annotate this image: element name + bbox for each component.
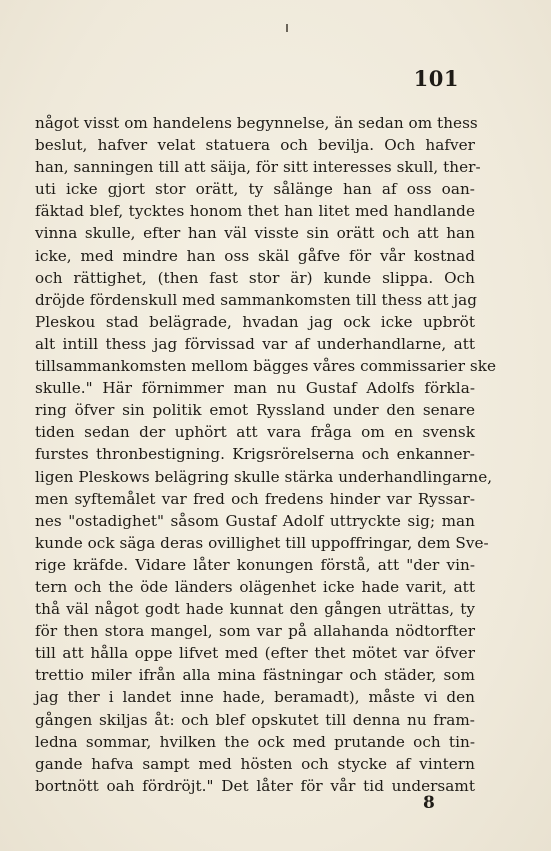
text-line: nes "ostadighet" såsom Gustaf Adolf uttryckte sig; man <box>35 511 475 530</box>
text-line: furstes thronbestigning. Krigsrörelserna och enkanner- <box>35 445 475 464</box>
text-line: bortnött oah fördröjt." Det låter för vår tid undersamt <box>35 776 475 795</box>
text-line: gången skiljas åt: och blef opskutet till denna nu fram- <box>35 710 475 729</box>
text-line: dröjde fördenskull med sammankomsten till thess att jag <box>35 290 477 309</box>
body-text <box>35 112 497 797</box>
text-line: tillsammankomsten mellom bägges våres commissarier ske <box>35 357 497 376</box>
text-line: och rättighet, (then fast stor är) kunde slippa. Och <box>35 268 475 287</box>
text-line: ligen Pleskows belägring skulle stärka underhandlingarne, <box>35 467 493 486</box>
text-line: alt intill thess jag förvissad var af underhandlarne, att <box>35 334 475 353</box>
text-line: något visst om handelens begynnelse, än sedan om thess <box>35 114 478 132</box>
signature-mark: 8 <box>423 793 435 813</box>
margin-mark <box>286 24 288 32</box>
text-line: rige kräfde. Vidare låter konungen förstå, att "der vin- <box>35 555 475 574</box>
text-line: kunde ock säga deras ovillighet till uppoffringar, dem Sve- <box>35 533 489 552</box>
text-line: tiden sedan der uphört att vara fråga om en svensk <box>35 423 475 442</box>
text-line: gande hafva sampt med hösten och stycke af vintern <box>35 754 475 773</box>
text-line: tern och the öde länders olägenhet icke hade varit, att <box>35 577 475 596</box>
text-line: skulle." Här förnimmer man nu Gustaf Adolfs förkla- <box>35 379 475 398</box>
text-line: vinna skulle, efter han väl visste sin orätt och att han <box>35 224 475 243</box>
text-line: jag ther i landet inne hade, beramadt), måste vi den <box>35 688 475 707</box>
text-line: trettio miler ifrån alla mina fästningar och städer, som <box>35 666 475 685</box>
text-line: beslut, hafver velat statuera och bevilja. Och hafver <box>35 136 475 155</box>
text-line: till att hålla oppe lifvet med (efter thet mötet var öfver <box>35 644 475 663</box>
text-line: ring öfver sin politik emot Ryssland under den senare <box>35 401 475 420</box>
text-line: fäktad blef, tycktes honom thet han litet med handlande <box>35 202 475 221</box>
page-number: 101 <box>413 66 459 91</box>
text-line: Pleskou stad belägrade, hvadan jag ock icke upbröt <box>35 312 475 331</box>
text-line: icke, med mindre han oss skäl gåfve för vår kostnad <box>35 246 475 265</box>
text-line: men syftemålet var fred och fredens hinder var Ryssar- <box>35 489 475 508</box>
text-line: uti icke gjort stor orätt, ty sålänge han af oss oan- <box>35 180 475 199</box>
text-line: för then stora mangel, som var på allahanda nödtorfter <box>35 622 475 641</box>
text-line: han, sanningen till att säija, för sitt interesses skull, ther- <box>35 158 481 177</box>
text-line: ledna sommar, hvilken the ock med prutande och tin- <box>35 732 475 751</box>
text-line: thå väl något godt hade kunnat den gången uträttas, ty <box>35 600 475 619</box>
